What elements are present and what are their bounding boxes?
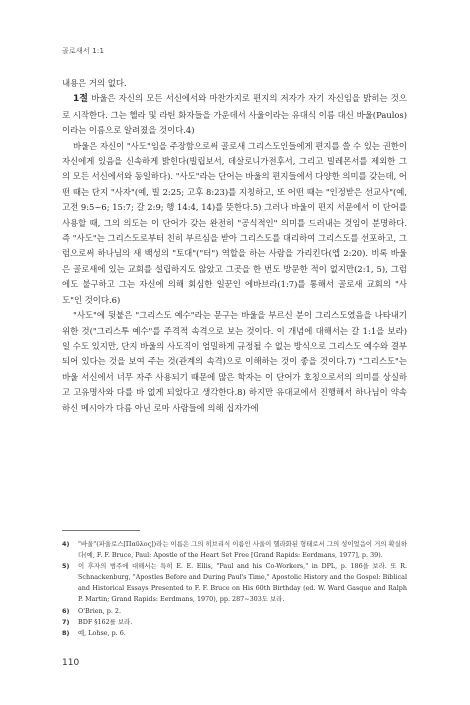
footnote-number: 7) (62, 617, 70, 626)
footnote-text: 예, Lohse, p. 6. (78, 628, 126, 637)
footnote-divider (62, 530, 140, 531)
footnote-text: BDF §162를 보라. (78, 617, 133, 626)
footnote-text: "바울"(파울로스[Παῦλος])라는 이름은 그의 히브리식 이름인 사울이 헬라화된 형태로서 그의 성이었음이 거의 확실하다(예, F. F. Bruce, Paul: Apostle of the Heart Set Free [Grand Rapids: Eerdmans, 1977], p. 39). (78, 540, 407, 560)
footnote-number: 8) (62, 628, 70, 637)
footnote (62, 617, 407, 628)
page-number: 110 (62, 658, 80, 668)
paragraph: 내용은 거의 없다. (62, 78, 127, 88)
footnotes (62, 539, 407, 639)
footnote (62, 539, 407, 561)
footnote (62, 628, 407, 639)
paragraph-text: 바울은 자신의 모든 서신에서와 마찬가지로 편지의 저자가 자기 자신임을 밝히는 것으로 시작한다. 그는 헬라 및 라틴 화자들을 가운데서 사울이라는 유대식 이름 대신 바울(Paulos)이라는 이름으로 알려졌을 것이다.4) (62, 93, 407, 136)
running-head: 골로새서 1:1 (62, 47, 105, 55)
paragraph-section-1 (62, 91, 407, 138)
section-marker: 1절 (73, 94, 88, 105)
footnote-number: 5) (62, 562, 70, 571)
paragraph: "사도"에 뒷붙은 "그리스도 예수"라는 문구는 바울을 부르신 분이 그리스도였음을 나타내기 위한 것("그리스투 예수"를 주격적 속격으로 보는 것이다. 이 개념에 대해서는 갈 1:1을 보라)일 수도 있지만, 단지 바울의 사도직이 엄밀하게 규정될 수 없는 방식으로 그리스도 예수와 결부되어 있다는 것을 보여 주는 것(관계의 속격)으로 이해하는 것이 좋을 것이다.7) "그리스도"는 바울 서신에서 너무 자주 사용되기 때문에 많은 학자는 이 단어가 호칭으로서의 의미를 상실하고 고유명사와 다를 바 없게 되었다고 생각한다.8) 하지만 유대교에서 진행해서 하나님이 약속하신 메시아가 다름 아닌 로마 사람들에 의해 십자가에 (62, 310, 407, 413)
footnote-text: O'Brien, p. 2. (78, 606, 122, 615)
footnote (62, 606, 407, 617)
footnote (62, 561, 407, 605)
footnote-number: 6) (62, 606, 70, 615)
footnote-number: 4) (62, 540, 70, 548)
footnote-text: 이 후자의 범주에 대해서는 특히 E. E. Ellis, "Paul and his Co-Workers," in DPL, p. 186을 보라. 또 R. Schnackenburg, "Apostles Before and During Paul's Time," Apostolic History and the Gospel: Biblical and Historical Essays Presented to F. F. Bruce on His 60th Birthday (ed. W. Ward Gasque and Ralph P. Martin; Grand Rapids: Eerdmans, 1970), pp. 287~303도 보라. (78, 562, 407, 604)
paragraph: 바울은 자신이 "사도"임을 주장함으로써 골로새 그리스도인들에게 편지를 쓸 수 있는 권한이 자신에게 있음을 신속하게 밝힌다(빌립보서, 데살로니가전후서, 그리고 빌레몬서를 제외한 그의 모든 서신에서와 동일하다). "사도"라는 단어는 바울의 편지들에서 다양한 의미를 갖는데, 어떤 때는 단지 "사자"(예, 빌 2:25; 고후 8:23)를 지칭하고, 또 어떤 때는 "인정받은 선교사"(예, 고전 9:5~6; 15:7; 갈 2:9; 행 14:4, 14)를 뜻한다.5) 그러나 바울이 편지 서문에서 이 단어를 사용할 때, 그의 의도는 이 단어가 갖는 완전히 "공식적인" 의미를 드러내는 것임이 분명하다. 즉 "사도"는 그리스도로부터 친히 부르심을 받아 그리스도를 대리하여 그리스도를 선포하고, 그럼으로써 하나님의 새 백성의 "토대"("터") 역할을 하는 사람을 가리킨다(엡 2:20). 비록 바울은 골로새에 있는 교회를 설립하지도 않았고 그곳을 한 번도 방문한 적이 없지만(2:1, 5), 그럼에도 불구하고 그는 자신에 의해 회심한 일꾼인 에바브라(1:7)를 통해서 골로새 교회의 "사도"인 것이다.6) (62, 140, 407, 305)
body-text (62, 76, 407, 416)
